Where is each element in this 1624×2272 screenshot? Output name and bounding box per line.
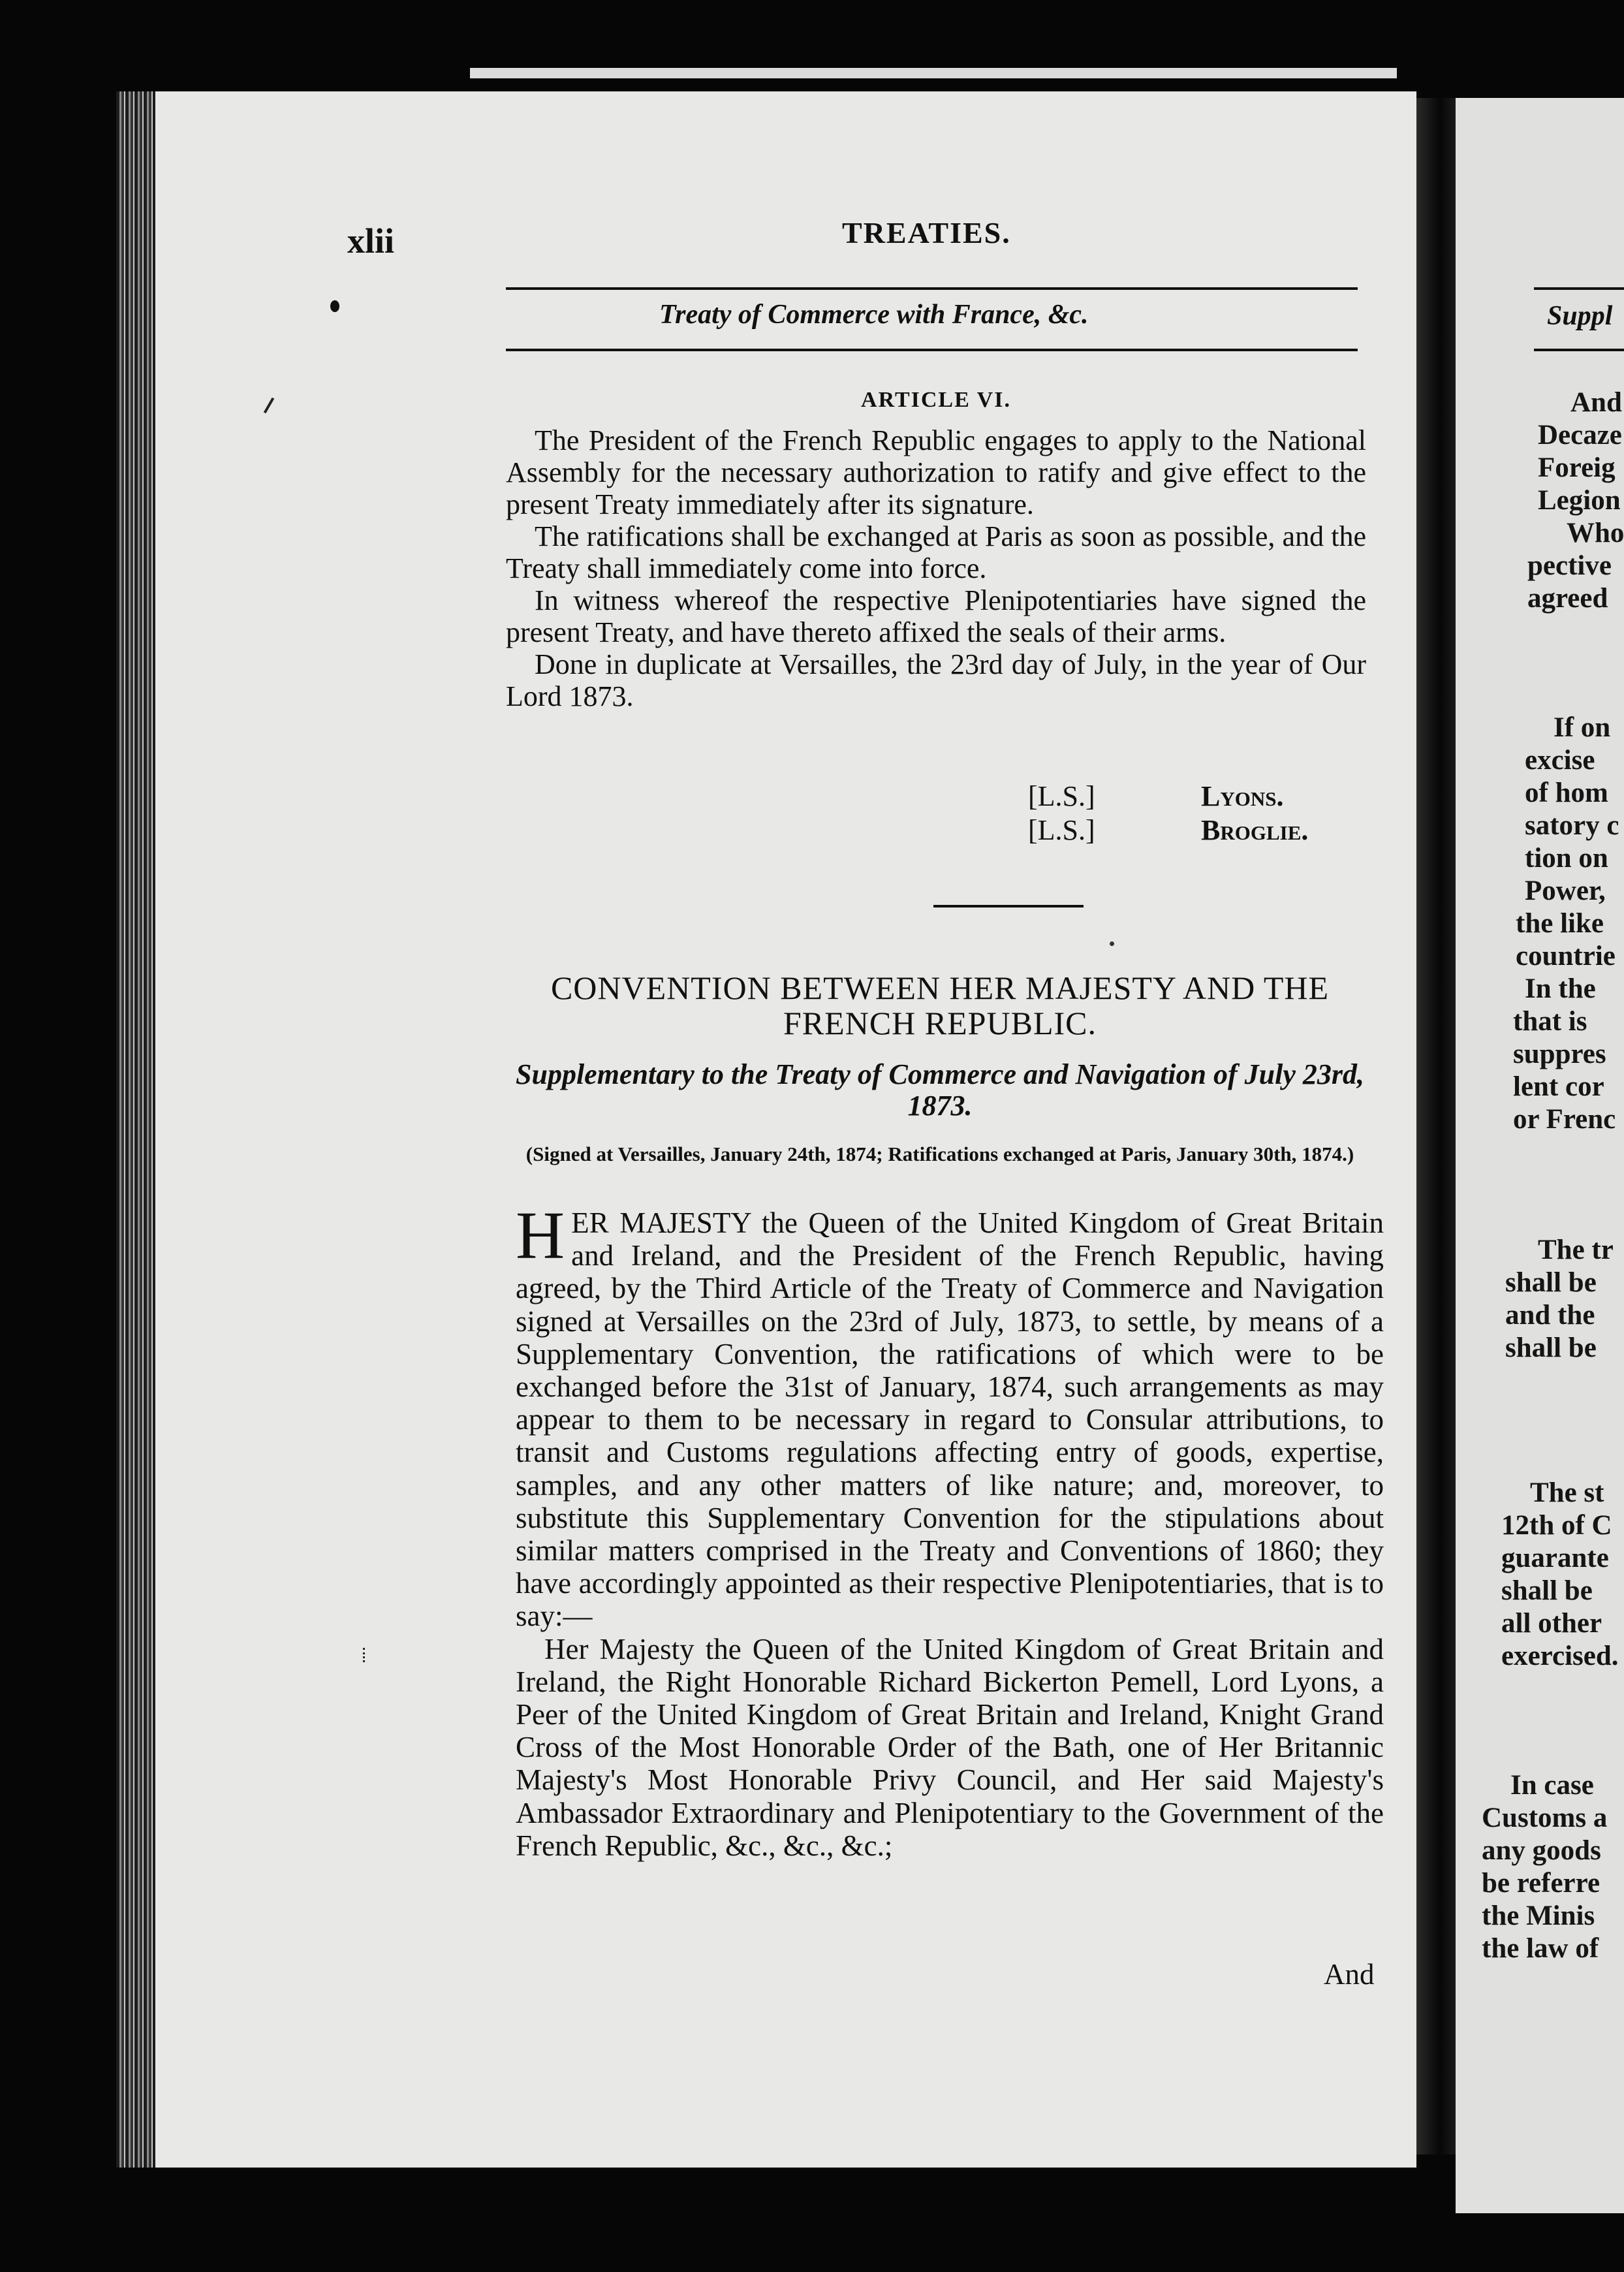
facing-line: the Minis [1482,1901,1595,1931]
facing-line: In case [1510,1770,1594,1801]
page-number: xlii [347,221,395,260]
facing-line: lent cor [1513,1071,1604,1102]
facing-line: If on [1554,712,1611,743]
facing-line: all other [1501,1608,1602,1639]
article-title: ARTICLE VI. [861,388,1011,412]
facing-rule-top [1534,287,1624,290]
facing-line: of hom [1525,778,1608,808]
facing-line: any goods [1482,1835,1601,1866]
facing-subtitle: Suppl [1547,301,1613,331]
convention-supplementary: Supplementary to the Treaty of Commerce and Navigation of July 23rd, 1873. [516,1058,1364,1122]
facing-line: The st [1530,1477,1604,1508]
convention-body [516,1198,1384,1862]
facing-line: And [1570,387,1622,418]
article-paragraph: The ratifications shall be exchanged at Paris as soon as possible, and the Treaty shall immediately come into force. [506,520,1366,584]
facing-line: In the [1525,973,1596,1004]
facing-line: be referre [1482,1868,1601,1899]
signatory-name: Lyons. [1201,780,1284,812]
article-body [506,424,1366,712]
facing-line: 12th of C [1501,1510,1612,1541]
section-divider [933,905,1084,907]
facing-line: suppres [1513,1039,1606,1069]
facing-line: that is [1513,1006,1587,1037]
facing-line: excise [1525,745,1595,776]
preamble-paragraph [516,1198,1384,1633]
facing-line: countrie [1516,941,1616,971]
book-page-edges [116,91,155,2168]
facing-line: tion on [1525,843,1608,874]
facing-line: The tr [1538,1235,1614,1265]
facing-line: or Frenc [1513,1104,1616,1135]
header-rule-bottom [506,349,1358,351]
facing-line: pective [1527,550,1612,581]
preamble-text: ER MAJESTY the Queen of the United Kingdom of Great Britain and Ireland, and the President of the French Republic, having agreed, by the Third Article of the Treaty of Commerce and Navigation signed at Versailles on the 23rd of July, 1873, to settle, by means of a Supplementary Convention, the ratifications of which were to be exchanged before the 31st of January, 1874, such arrangements as may appear to them to be necessary in regard to Consular attributions, to transit and Customs regulations affecting entry of goods, expertise, samples, and any other matters of like nature; and, moreover, to substitute this Supplementary Convention for the stipulations about similar matters comprised in the Treaty and Conventions of 1860; they have accordingly appointed as their respective Plenipotentiaries, that is to say:— [516,1207,1384,1633]
running-title: TREATIES. [842,216,1011,249]
facing-line: exercised. [1501,1641,1619,1671]
facing-rule-bottom [1534,349,1624,351]
header-rule-top [506,287,1358,290]
seal-mark: [L.S.] [1028,814,1095,846]
top-page-edge [470,68,1397,78]
facing-line: Who [1567,518,1624,548]
convention-title: CONVENTION BETWEEN HER MAJESTY AND THE FRENCH REPUBLIC. [550,970,1330,1041]
drop-cap: H [516,1198,565,1273]
article-paragraph: In witness whereof the respective Plenipotentiaries have signed the present Treaty, and have thereto affixed the seals of their arms. [506,584,1366,648]
ink-speck [330,300,339,312]
plenipotentiary-paragraph: Her Majesty the Queen of the United Kingdom of Great Britain and Ireland, the Right Honorable Richard Bickerton Pemell, Lord Lyons, a Peer of the United Kingdom of Great Britain and Ireland, Knight Grand Cross of the Most Honorable Order of the Bath, one of Her Britannic Majesty's Most Honorable Privy Council, and Her said Majesty's Ambassador Extraordinary and Plenipotentiary to the Government of the French Republic, &c., &c., &c.; [516,1632,1384,1862]
facing-line: Foreig [1538,452,1616,483]
facing-line: Legion [1538,485,1621,516]
facing-line: shall be [1505,1333,1597,1363]
ink-speck [363,1648,370,1662]
facing-line: Customs a [1482,1803,1608,1833]
facing-line: the law of [1482,1933,1599,1964]
article-paragraph: Done in duplicate at Versailles, the 23rd day of July, in the year of Our Lord 1873. [506,648,1366,712]
section-subtitle: Treaty of Commerce with France, &c. [659,300,1089,330]
facing-line: guarante [1501,1543,1609,1573]
facing-line: Decaze [1538,420,1622,450]
facing-line: agreed [1527,583,1608,614]
facing-line: Power, [1525,876,1606,906]
facing-line: shall be [1505,1267,1597,1298]
signing-note: (Signed at Versailles, January 24th, 1874; Ratifications exchanged at Paris, January 30th, 1874.) [525,1143,1354,1165]
facing-line: and the [1505,1300,1595,1331]
signatory-name: Broglie. [1201,814,1309,846]
catchword: And [1324,1958,1375,1991]
facing-line: the like [1516,908,1604,939]
spine-shadow [1416,98,1456,2154]
seal-mark: [L.S.] [1028,780,1095,812]
article-paragraph: The President of the French Republic engages to apply to the National Assembly for the necessary authorization to ratify and give effect to the present Treaty immediately after its signature. [506,424,1366,520]
facing-line: shall be [1501,1575,1593,1606]
facing-line: satory c [1525,810,1619,841]
ink-speck [1110,941,1114,946]
